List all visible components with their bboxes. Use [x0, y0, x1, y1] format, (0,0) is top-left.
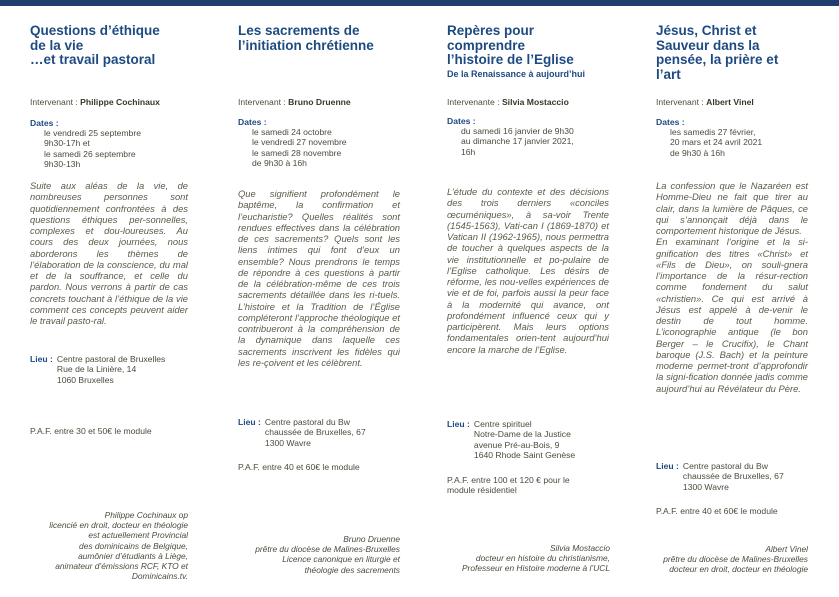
- dates-label: Dates :: [656, 117, 685, 127]
- column-histoire-eglise: [447, 24, 625, 80]
- description: L’étude du contexte et des décisions des trois derniers «conciles œcuméniques», à sa-voir Trente (1545-1563), Vati-can I (1869-1870) et Vatican II (1962-1965), nous permettra de toucher à quelques aspects de la vie institutionnelle et po-pulaire de l’Eglise catholique. Les désirs de réforme, les nou-velles expériences de vie et de foi, parfois aussi la peur face à la modernité qui avance, ont profondément influencé ceux qui y participèrent. Mais leurs options fondamentales orien-tent aujourd’hui encore la marche de l’Eglise.: [447, 186, 609, 355]
- column-jesus-christ: [656, 24, 834, 82]
- intervenant-name: Albert Vinel: [706, 97, 754, 107]
- dates-block: [656, 117, 836, 158]
- paf-text: P.A.F. entre 40 et 60€ le module: [656, 506, 778, 516]
- intervenant-name: Silvia Mostaccio: [501, 97, 569, 107]
- dates-label: Dates :: [30, 118, 59, 128]
- intervenant-line: [238, 97, 351, 108]
- column-title: Repères pour comprendre l’histoire de l’Eglise: [447, 23, 574, 67]
- lieu-address: Centre pastoral du Bw chaussée de Bruxelles, 67 1300 Wavre: [264, 417, 366, 448]
- intervenant-name: Bruno Druenne: [288, 97, 351, 107]
- speaker-bio: Silvia Mostaccio docteur en histoire du christianisme, Professeur en Histoire moderne à l’UCL: [461, 543, 610, 574]
- dates-label: Dates :: [447, 116, 476, 126]
- lieu-address: Centre pastoral du Bw chaussée de Bruxelles, 67 1300 Wavre: [682, 461, 784, 492]
- dates-text: du samedi 16 janvier de 9h30 au dimanche 17 janvier 2021, 16h: [461, 126, 574, 157]
- lieu-block: [238, 417, 418, 448]
- column-ethique: [30, 24, 208, 68]
- dates-text: les samedis 27 février, 20 mars et 24 avril 2021 de 9h30 à 16h: [670, 127, 763, 158]
- dates-block: [30, 118, 210, 170]
- speaker-bio: Bruno Druenne prêtre du diocèse de Malines-Bruxelles Licence canonique en liturgie et théologie des sacrements: [255, 534, 400, 575]
- intervenant-label: Intervenante :: [447, 97, 502, 107]
- paf-text: P.A.F. entre 100 et 120 € pour le module résidentiel: [447, 475, 570, 496]
- intervenant-name: Philippe Cochinaux: [80, 97, 160, 107]
- intervenant-line: [447, 97, 569, 108]
- lieu-block: [30, 354, 210, 385]
- lieu-label: Lieu :: [656, 461, 679, 471]
- dates-block: [238, 117, 418, 169]
- lieu-label: Lieu :: [238, 417, 261, 427]
- dates-block: [447, 116, 627, 157]
- column-sacrements: [238, 24, 416, 53]
- lieu-block: [656, 461, 836, 492]
- description: Suite aux aléas de la vie, de nombreuses personnes sont quotidiennement confrontées à des questions éthiques per-sonnelles, complexes et dou-loureuses. Au cours des deux journées, nous aborderons les thèmes de l’élaboration de la conscience, du mal et de la souffrance, et celle du pardon. Nous verrons à partir de cas concrets touchant à l’éthique de la vie comment ces concepts peuvent aider le travail pasto-ral.: [30, 180, 188, 326]
- intervenant-line: [30, 97, 160, 108]
- column-title: Jésus, Christ et Sauveur dans la pensée, la prière et l’art: [656, 23, 779, 82]
- top-bar: [0, 0, 839, 6]
- column-subtitle: De la Renaissance à aujourd’hui: [447, 68, 586, 79]
- intervenant-line: [656, 97, 754, 108]
- column-title: Questions d’éthique de la vie …et travail pastoral: [30, 23, 160, 67]
- dates-label: Dates :: [238, 117, 267, 127]
- paf-text: P.A.F. entre 40 et 60€ le module: [238, 462, 360, 472]
- speaker-bio: Albert Vinel prêtre du diocèse de Malines-Bruxelles docteur en droit, docteur en théologie: [663, 544, 808, 575]
- lieu-block: [447, 419, 627, 461]
- lieu-label: Lieu :: [447, 419, 470, 429]
- lieu-label: Lieu :: [30, 354, 53, 364]
- column-title: Les sacrements de l’initiation chrétienne: [238, 23, 374, 53]
- intervenant-label: Intervenant :: [656, 97, 707, 107]
- speaker-bio: Philippe Cochinaux op licencié en droit, docteur en théologie est actuellement Provincial des dominicains de Belgique, aumônier d’étudiants à Liège, animateur d’émissions RCF, KTO et Dominicains.tv.: [49, 510, 188, 582]
- paf-text: P.A.F. entre 30 et 50€ le module: [30, 426, 152, 436]
- lieu-address: Centre pastoral de Bruxelles Rue de la Linière, 14 1060 Bruxelles: [56, 354, 166, 385]
- dates-text: le vendredi 25 septembre 9h30-17h et le samedi 26 septembre 9h30-13h: [44, 128, 141, 170]
- description: La confession que le Nazaréen est Homme-Dieu ne fait que tirer au clair, dans la lumière de Pâques, ce qui s’annonçait déjà dans le comportement historique de Jésus. En examinant l’origine et la si-gnification des titres «Christ» et «Fils de Dieu», on souli-gnera l’importance de la résur-rection comme fondement du salut «christien». Ce qui est arrivé à Jésus est appelé à de-venir le destin de tout homme. L’iconographie antique (le bon Berger – le Crucifix), le Chant baroque (J.S. Bach) et la peinture moderne permet-tront d’approfondir la signi-fication donnée jadis comme aujourd’hui au Révélateur du Père.: [656, 180, 808, 394]
- description: Que signifient profondément le baptême, la confirmation et l’eucharistie? Quelles réalités sont rendues effectives dans la célébration de ces sacrements? Quels sont les liens intimes qui font d’eux un ensemble? Nous prendrons le temps de répondre à ces questions à partir de la célébration-même de ces trois sacrements détaillée dans les ri-tuels. L’histoire et la Tradition de l’Église compléteront l’approche théologique et contribueront à la compréhension de la dynamique dans laquelle ces sacrements inscrivent les fidèles qui les re-çoivent et les célèbrent.: [238, 188, 400, 368]
- dates-text: le samedi 24 octobre le vendredi 27 novembre le samedi 28 novembre de 9h30 à 16h: [252, 127, 347, 169]
- intervenant-label: Intervenant :: [238, 97, 289, 107]
- intervenant-label: Intervenant :: [30, 97, 81, 107]
- lieu-address: Centre spirituel Notre-Dame de la Justice avenue Pré-au-Bois, 9 1640 Rhode Saint Genèse: [473, 419, 576, 461]
